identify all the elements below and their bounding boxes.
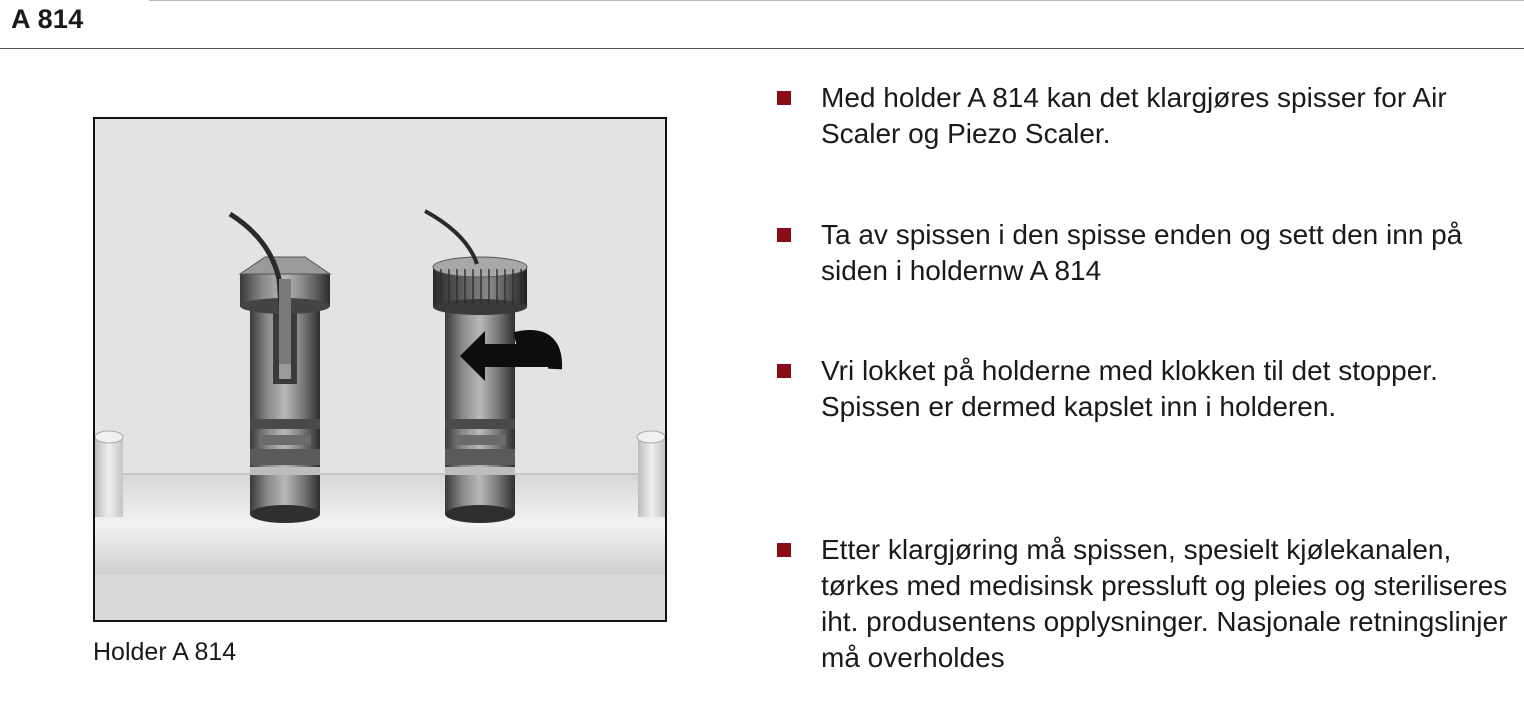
- bullet-marker: [777, 543, 791, 557]
- bullet-marker: [777, 91, 791, 105]
- list-item-text: Etter klargjøring må spissen, spesielt kjølekanalen, tørkes med medisinsk pressluft og pleies og steriliseres iht. produsentens opplysninger. Nasjonale retningslinjer må overholdes: [821, 534, 1508, 673]
- figure-caption: Holder A 814: [93, 638, 237, 666]
- title-rule: [0, 48, 1524, 49]
- bullet-marker: [777, 228, 791, 242]
- section-title: A 814: [11, 4, 84, 34]
- bullet-marker: [777, 364, 791, 378]
- top-rule: [149, 0, 1524, 1]
- holder-illustration: [95, 119, 665, 620]
- figure-holder-illustration: [93, 117, 667, 622]
- list-item-text: Ta av spissen i den spisse enden og sett den inn på siden i holdernw A 814: [821, 219, 1463, 286]
- list-item-text: Med holder A 814 kan det klargjøres spisser for Air Scaler og Piezo Scaler.: [821, 82, 1447, 149]
- list-item-text: Vri lokket på holderne med klokken til det stopper. Spissen er dermed kapslet inn i holderen.: [821, 355, 1438, 422]
